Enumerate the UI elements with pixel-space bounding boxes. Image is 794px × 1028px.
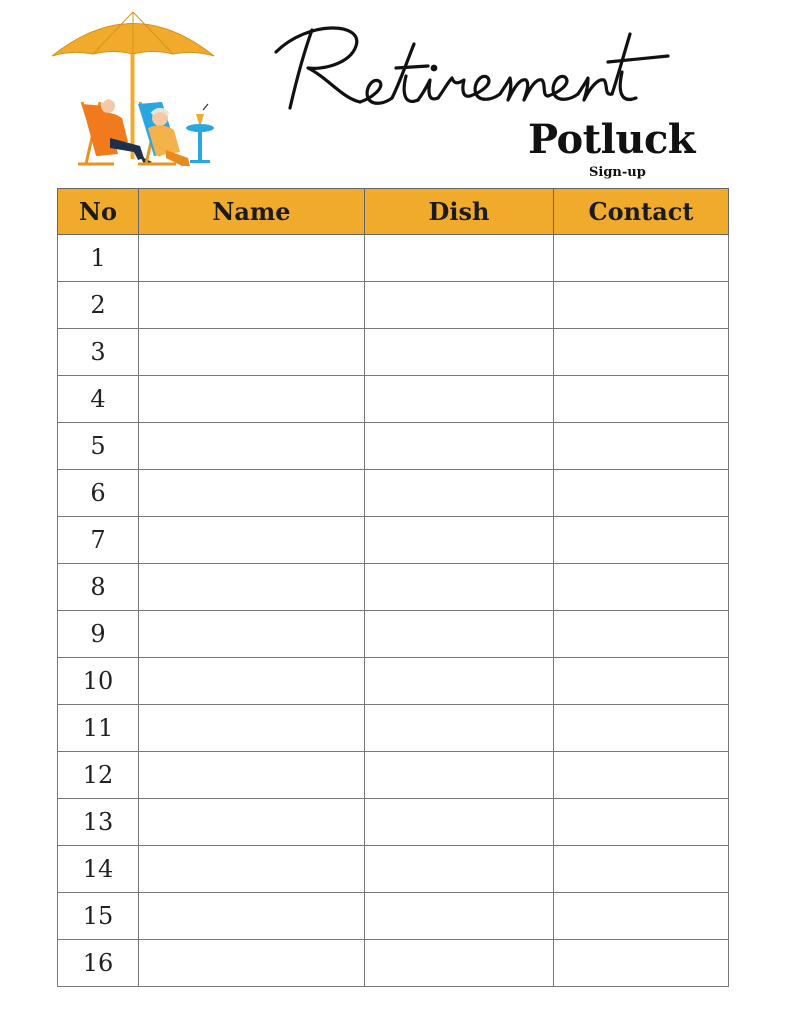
table-row [58, 517, 729, 564]
row-number: 7 [58, 517, 139, 564]
contact-cell[interactable] [554, 564, 729, 611]
table-row [58, 893, 729, 940]
contact-cell[interactable] [554, 517, 729, 564]
table-row [58, 470, 729, 517]
table-row [58, 235, 729, 282]
name-cell[interactable] [139, 376, 365, 423]
column-header-name: Name [139, 189, 365, 235]
contact-cell[interactable] [554, 658, 729, 705]
name-cell[interactable] [139, 658, 365, 705]
table-row [58, 611, 729, 658]
name-cell[interactable] [139, 611, 365, 658]
dish-cell[interactable] [365, 893, 554, 940]
dish-cell[interactable] [365, 846, 554, 893]
contact-cell[interactable] [554, 282, 729, 329]
name-cell[interactable] [139, 893, 365, 940]
row-number: 12 [58, 752, 139, 799]
signup-table [57, 188, 729, 987]
name-cell[interactable] [139, 423, 365, 470]
contact-cell[interactable] [554, 329, 729, 376]
name-cell[interactable] [139, 846, 365, 893]
beach-umbrella-retirees-illustration [48, 6, 218, 172]
table-row [58, 376, 729, 423]
column-header-no: No [58, 189, 139, 235]
name-cell[interactable] [139, 940, 365, 987]
row-number: 13 [58, 799, 139, 846]
row-number: 2 [58, 282, 139, 329]
name-cell[interactable] [139, 235, 365, 282]
row-number: 15 [58, 893, 139, 940]
page-title: Potluck [528, 116, 696, 163]
column-header-dish: Dish [365, 189, 554, 235]
dish-cell[interactable] [365, 564, 554, 611]
name-cell[interactable] [139, 517, 365, 564]
row-number: 16 [58, 940, 139, 987]
dish-cell[interactable] [365, 423, 554, 470]
contact-cell[interactable] [554, 846, 729, 893]
table-row [58, 329, 729, 376]
dish-cell[interactable] [365, 470, 554, 517]
name-cell[interactable] [139, 705, 365, 752]
row-number: 11 [58, 705, 139, 752]
row-number: 6 [58, 470, 139, 517]
page-subtitle: Sign-up [589, 165, 646, 180]
column-header-contact: Contact [554, 189, 729, 235]
table-row [58, 658, 729, 705]
contact-cell[interactable] [554, 705, 729, 752]
dish-cell[interactable] [365, 329, 554, 376]
contact-cell[interactable] [554, 376, 729, 423]
table-row [58, 846, 729, 893]
row-number: 10 [58, 658, 139, 705]
row-number: 8 [58, 564, 139, 611]
contact-cell[interactable] [554, 423, 729, 470]
contact-cell[interactable] [554, 611, 729, 658]
dish-cell[interactable] [365, 658, 554, 705]
table-header-row [58, 189, 729, 235]
contact-cell[interactable] [554, 235, 729, 282]
table-row [58, 282, 729, 329]
row-number: 14 [58, 846, 139, 893]
contact-cell[interactable] [554, 799, 729, 846]
dish-cell[interactable] [365, 611, 554, 658]
row-number: 9 [58, 611, 139, 658]
dish-cell[interactable] [365, 752, 554, 799]
dish-cell[interactable] [365, 940, 554, 987]
table-row [58, 423, 729, 470]
table-row [58, 799, 729, 846]
table-row [58, 564, 729, 611]
name-cell[interactable] [139, 799, 365, 846]
dish-cell[interactable] [365, 705, 554, 752]
table-row [58, 940, 729, 987]
contact-cell[interactable] [554, 893, 729, 940]
name-cell[interactable] [139, 282, 365, 329]
row-number: 1 [58, 235, 139, 282]
row-number: 5 [58, 423, 139, 470]
name-cell[interactable] [139, 752, 365, 799]
contact-cell[interactable] [554, 470, 729, 517]
contact-cell[interactable] [554, 752, 729, 799]
dish-cell[interactable] [365, 799, 554, 846]
row-number: 4 [58, 376, 139, 423]
row-number: 3 [58, 329, 139, 376]
table-row [58, 705, 729, 752]
dish-cell[interactable] [365, 235, 554, 282]
table-body [58, 235, 729, 987]
table-row [58, 752, 729, 799]
name-cell[interactable] [139, 564, 365, 611]
dish-cell[interactable] [365, 517, 554, 564]
name-cell[interactable] [139, 470, 365, 517]
contact-cell[interactable] [554, 940, 729, 987]
name-cell[interactable] [139, 329, 365, 376]
dish-cell[interactable] [365, 376, 554, 423]
dish-cell[interactable] [365, 282, 554, 329]
